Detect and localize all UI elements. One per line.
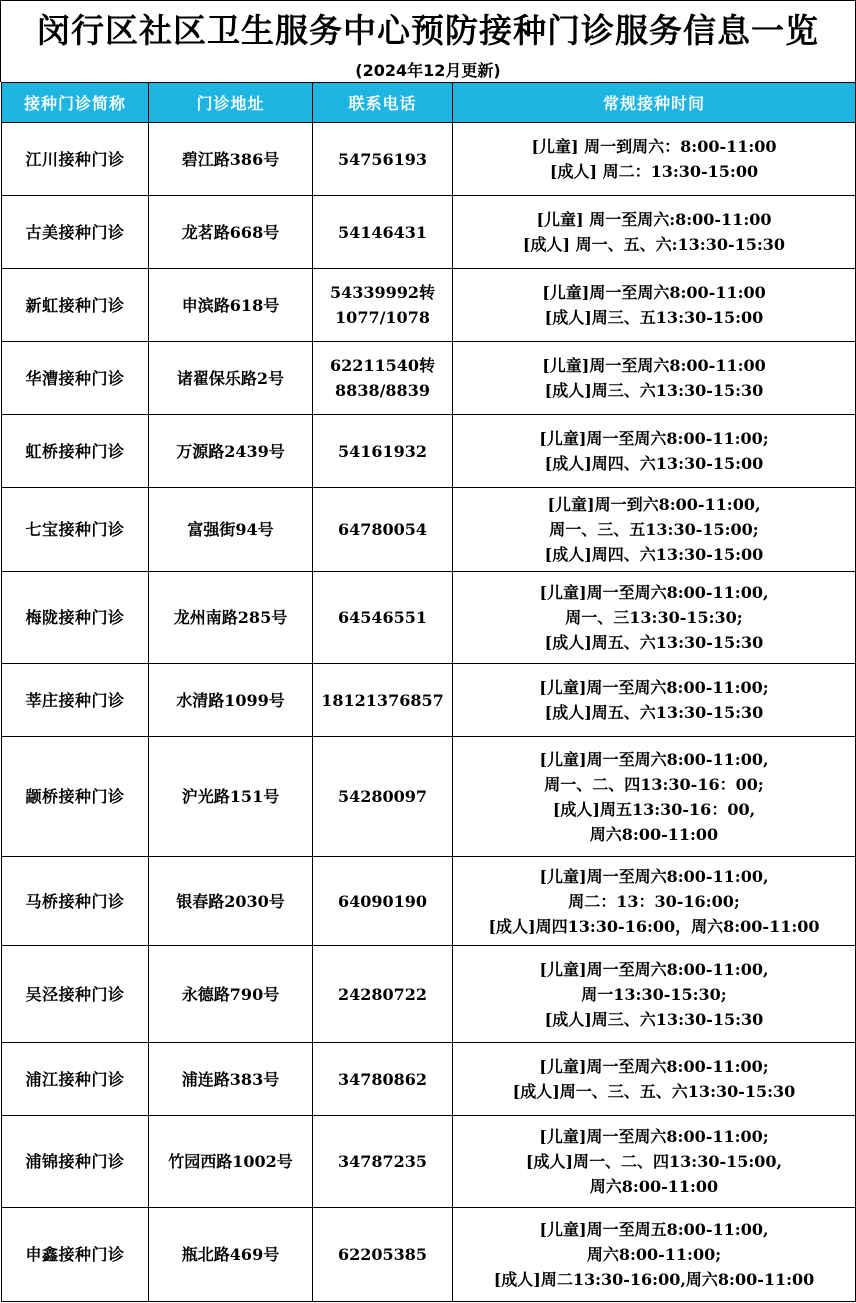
schedule-line: [儿童] 周一到周六：8:00-11:00: [531, 137, 777, 156]
schedule-line: 周六8:00-11:00;: [586, 1245, 722, 1264]
schedule-line: [儿童]周一至周六8:00-11:00,: [539, 583, 769, 602]
phone-line: 64090190: [337, 891, 428, 911]
schedule-line: [儿童]周一至周六8:00-11:00;: [539, 678, 769, 697]
schedule-line: [儿童]周一至周六8:00-11:00,: [539, 866, 769, 886]
clinic-phone: [313, 269, 453, 342]
schedule-line: [儿童]周一至周六8:00-11:00,: [539, 959, 769, 979]
clinic-row: [2, 857, 856, 946]
schedule-line: 周一13:30-15:30;: [581, 984, 727, 1004]
clinic-phone: [313, 196, 453, 269]
schedule-line: 周一、二、四13:30-16：00;: [544, 774, 764, 794]
clinic-row: [2, 1043, 856, 1116]
clinic-name: 吴泾接种门诊: [2, 946, 149, 1043]
clinic-phone: [313, 342, 453, 415]
clinic-address: 富强街94号: [149, 488, 313, 572]
clinic-address: 瓶北路469号: [149, 1208, 313, 1302]
clinic-phone: [313, 946, 453, 1043]
clinic-schedule: [453, 737, 856, 857]
schedule-line: [成人]周五、六13:30-15:30: [544, 633, 764, 652]
clinic-row: [2, 415, 856, 488]
page-title: 闵行区社区卫生服务中心预防接种门诊服务信息一览: [0, 0, 856, 60]
clinic-address: 申滨路618号: [149, 269, 313, 342]
clinic-phone: [313, 123, 453, 196]
phone-line: 1077/1078: [335, 308, 430, 327]
schedule-line: [成人]周三、六13:30-15:30: [544, 1009, 764, 1029]
phone-line: 54161932: [337, 441, 428, 461]
clinic-phone: [313, 488, 453, 572]
schedule-line: [成人]周四、六13:30-15:00: [544, 454, 764, 473]
schedule-line: 周一、三13:30-15:30;: [565, 608, 743, 627]
clinic-schedule: [453, 664, 856, 737]
clinic-name: 古美接种门诊: [2, 196, 149, 269]
clinic-schedule: [453, 342, 856, 415]
clinic-name: 七宝接种门诊: [2, 488, 149, 572]
clinic-phone: [313, 1043, 453, 1116]
phone-line: 62211540转: [329, 356, 436, 375]
phone-line: 8838/8839: [335, 381, 430, 400]
clinic-row: [2, 342, 856, 415]
schedule-line: [成人] 周一、五、六:13:30-15:30: [522, 235, 786, 254]
clinic-schedule: [453, 415, 856, 488]
clinic-row: [2, 1116, 856, 1208]
clinic-schedule: [453, 123, 856, 196]
schedule-line: [儿童]周一至周六8:00-11:00: [542, 356, 766, 375]
clinic-name: 颛桥接种门诊: [2, 737, 149, 857]
clinic-row: [2, 123, 856, 196]
schedule-line: [成人] 周二：13:30-15:00: [549, 162, 759, 181]
clinic-address: 龙州南路285号: [149, 572, 313, 664]
schedule-line: [儿童] 周一至周六:8:00-11:00: [536, 210, 772, 229]
phone-line: 54146431: [337, 222, 428, 242]
schedule-line: 周六8:00-11:00: [589, 824, 719, 844]
clinic-name: 浦锦接种门诊: [2, 1116, 149, 1208]
clinic-row: [2, 269, 856, 342]
clinic-schedule: [453, 1116, 856, 1208]
schedule-line: [成人]周三、六13:30-15:30: [544, 381, 764, 400]
phone-line: 54756193: [337, 149, 428, 169]
schedule-line: [成人]周一、二、四13:30-15:00,: [525, 1152, 783, 1171]
phone-line: 54280097: [337, 787, 428, 806]
clinic-phone: [313, 857, 453, 946]
phone-line: 34787235: [337, 1152, 428, 1171]
schedule-line: [儿童]周一至周六8:00-11:00;: [539, 1127, 769, 1146]
schedule-line: 周一、三、五13:30-15:00;: [549, 520, 759, 539]
clinic-address: 水清路1099号: [149, 664, 313, 737]
schedule-line: [成人]周二13:30-16:00,周六8:00-11:00: [493, 1270, 815, 1289]
schedule-line: [成人]周三、五13:30-15:00: [544, 308, 764, 327]
clinic-schedule: [453, 1043, 856, 1116]
clinic-row: [2, 488, 856, 572]
clinic-schedule: [453, 857, 856, 946]
schedule-line: [成人]周五13:30-16：00,: [552, 799, 756, 819]
clinic-schedule: [453, 946, 856, 1043]
header-row: [2, 83, 856, 123]
schedule-line: 周二：13：30-16:00;: [568, 891, 740, 911]
phone-line: 24280722: [337, 984, 428, 1004]
clinic-row: [2, 572, 856, 664]
clinic-schedule: [453, 488, 856, 572]
phone-line: 64546551: [337, 608, 428, 627]
clinic-phone: [313, 1208, 453, 1302]
clinic-address: 永德路790号: [149, 946, 313, 1043]
header-clinic-name: 接种门诊简称: [2, 83, 149, 123]
clinic-name: 浦江接种门诊: [2, 1043, 149, 1116]
clinic-name: 江川接种门诊: [2, 123, 149, 196]
schedule-line: [儿童]周一至周六8:00-11:00,: [539, 749, 769, 769]
phone-line: 34780862: [337, 1069, 428, 1089]
schedule-line: [儿童]周一至周六8:00-11:00;: [539, 429, 769, 448]
schedule-line: [儿童]周一至周六8:00-11:00;: [539, 1057, 769, 1076]
clinic-name: 新虹接种门诊: [2, 269, 149, 342]
clinic-name: 马桥接种门诊: [2, 857, 149, 946]
phone-line: 62205385: [337, 1245, 428, 1264]
header-schedule: 常规接种时间: [453, 83, 856, 123]
clinic-phone: [313, 572, 453, 664]
clinic-address: 浦连路383号: [149, 1043, 313, 1116]
phone-line: 64780054: [337, 520, 428, 539]
schedule-line: [成人]周五、六13:30-15:30: [544, 703, 764, 722]
clinic-row: [2, 1208, 856, 1302]
update-date: (2024年12月更新): [0, 60, 856, 82]
phone-line: 54339992转: [329, 283, 436, 302]
clinic-address: 万源路2439号: [149, 415, 313, 488]
clinic-address: 银春路2030号: [149, 857, 313, 946]
clinic-name: 虹桥接种门诊: [2, 415, 149, 488]
clinic-schedule: [453, 269, 856, 342]
clinic-name: 梅陇接种门诊: [2, 572, 149, 664]
clinic-row: [2, 737, 856, 857]
clinic-address: 沪光路151号: [149, 737, 313, 857]
schedule-line: [儿童]周一至周六8:00-11:00: [542, 283, 766, 302]
clinic-schedule: [453, 572, 856, 664]
schedule-line: [成人]周一、三、五、六13:30-15:30: [512, 1082, 796, 1101]
schedule-line: [成人]周四13:30-16:00，周六8:00-11:00: [488, 916, 820, 936]
clinic-phone: [313, 415, 453, 488]
clinic-phone: [313, 664, 453, 737]
clinic-name: 申鑫接种门诊: [2, 1208, 149, 1302]
schedule-line: [儿童]周一到六8:00-11:00,: [547, 495, 761, 514]
clinic-address: 碧江路386号: [149, 123, 313, 196]
header-address: 门诊地址: [149, 83, 313, 123]
schedule-line: [成人]周四、六13:30-15:00: [544, 545, 764, 564]
clinic-row: [2, 664, 856, 737]
clinic-name: 华漕接种门诊: [2, 342, 149, 415]
clinic-phone: [313, 737, 453, 857]
schedule-line: [儿童]周一至周五8:00-11:00,: [539, 1220, 769, 1239]
phone-line: 18121376857: [321, 690, 444, 710]
clinic-name: 莘庄接种门诊: [2, 664, 149, 737]
clinic-schedule: [453, 196, 856, 269]
clinic-table: [1, 82, 856, 1302]
clinic-address: 诸翟保乐路2号: [149, 342, 313, 415]
schedule-line: 周六8:00-11:00: [589, 1177, 719, 1196]
clinic-address: 竹园西路1002号: [149, 1116, 313, 1208]
header-phone: 联系电话: [313, 83, 453, 123]
clinic-address: 龙茗路668号: [149, 196, 313, 269]
clinic-row: [2, 946, 856, 1043]
clinic-phone: [313, 1116, 453, 1208]
clinic-row: [2, 196, 856, 269]
clinic-schedule: [453, 1208, 856, 1302]
